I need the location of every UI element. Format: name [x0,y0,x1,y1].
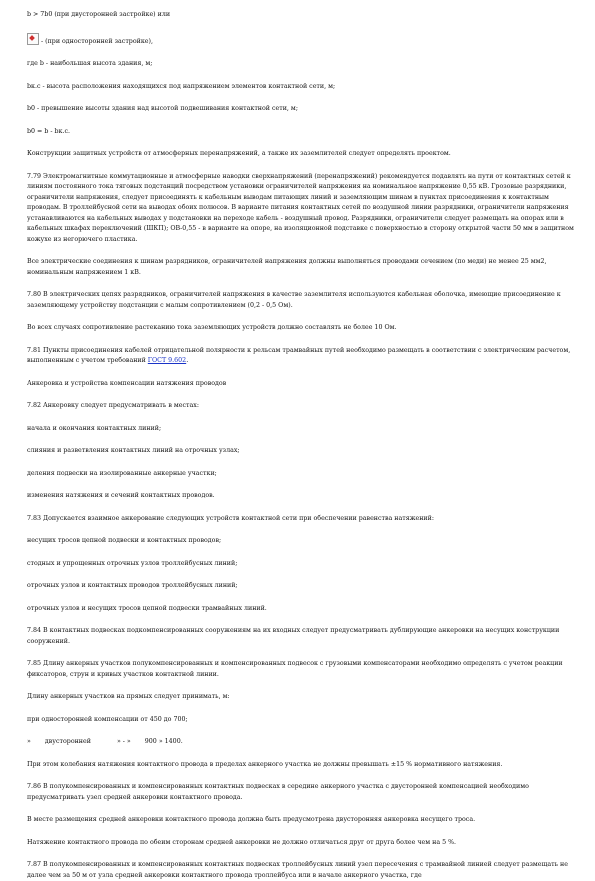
paragraph: Длину анкерных участков на прямых следует принимать, м: [27,693,230,700]
paragraph: Конструкции защитных устройств от атмосферных перенапряжений, а также их заземлителей следует определять проектом. [27,150,451,157]
section-heading: Анкеровка и устройства компенсации натяжения проводов [27,379,227,387]
paragraph: при односторонней компенсации от 450 до 700; [27,715,188,723]
document-body [27,10,577,881]
list-item: отрочных узлов и несущих тросов цепной подвески трамвайных линий. [27,604,267,612]
paragraph-7-83: 7.83 Допускается взаимное анкерование следующих устройств контактной сети при обеспечении равенства натяжений: [27,514,434,522]
paragraph: В месте размещения средней анкеровки контактного провода должна быть предусмотрена двусторонняя анкеровка несущего троса. [27,816,476,823]
paragraph: » двусторонней » - » 900 » 1400. [27,738,183,745]
paragraph-7-82: 7.82 Анкеровку следует предусматривать в местах: [27,402,199,409]
formula-line: - (при односторонней застройке), [27,33,577,48]
paragraph-7-86: 7.86 В полукомпенсированных и компенсированных контактных подвесках в середине анкерного участка с двусторонней компенсацией необходимо предусматривать узел средней анкеровки контактного провода. [27,783,529,801]
definition-line: bк.с - высота расположения находящихся под напряжением элементов контактной сети, м; [27,82,336,90]
paragraph-7-79: 7.79 Электромагнитные коммутационные и атмосферные наводки сверхнапряжений (перенапряжений) рекомендуется подавлять на пути от контактных сетей к линиям постоянного тока тяговых подстанций посредством установки ограничителей напряжения на номинальное напряжение 0,55 кВ. Грозовые разрядники, ограничители напряжения, следует присоединять к кабельным выводам питающих линий и заземляющим шинам в пунктах присоединения к контактным проводам. В троллейбусной сети на выводах обоих полюсов. В варианте питания контактных сетей по воздушной линии разрядники, ограничители напряжения устанавливаются на кабельных выводах у подстановки на переходе кабель - воздушный провод. Разрядники, ограничители следует размещать на опорах или в кабельных шкафах переключений (ШКП); ОВ-0,55 - в варианте на опоре, на изоляционной подставке с поверхностью в сторону открытой части 50 мм в защитном кожухе из негорючего пластика. [27,172,574,243]
paragraph-7-87: 7.87 В полукомпенсированных и компенсированных контактных подвесках троллейбусных линий узел пересечения с трамвайной линией следует размещать не далее чем за 50 м от узла средней анкеровки контактного провода троллейбуса или в начале анкерного участка, где [27,861,568,879]
gost-link[interactable]: ГОСТ 9.602 [147,357,187,364]
paragraph: Во всех случаях сопротивление растеканию тока заземляющих устройств должно составлять не более 10 Ом. [27,324,397,331]
list-item: несущих тросов цепной подвески и контактных проводов; [27,537,222,544]
formula-line: b0 = b - bк.с. [27,127,70,135]
list-item: стодных и упрощенных отрочных узлов троллейбусных линий; [27,559,238,567]
paragraph-7-85: 7.85 Длину анкерных участков полукомпенсированных и компенсированных подвесок с грузовыми компенсаторами необходимо определять с учетом реакции фиксаторов, струн и кривых участков контактной линии. [27,660,563,678]
paragraph-7-80: 7.80 В электрических цепях разрядников, ограничителей напряжения в качестве заземлителя используются кабельная оболочка, имеющие присоединение к заземляющему устройству подстанции с малым сопротивлением (0,2 - 0,5 Ом). [27,291,561,309]
broken-image-icon [27,33,39,45]
paragraph: Все электрические соединения к шинам разрядников, ограничителей напряжения должны выполняться проводами сечением (по меди) не менее 25 мм2, номинальным напряжением 1 кВ. [27,258,547,276]
list-item: начала и окончания контактных линий; [27,424,162,432]
list-item: деления подвески на изолированные анкерные участки; [27,469,217,477]
list-item: отрочных узлов и контактных проводов троллейбусных линий; [27,582,238,589]
formula-line: b > 7b0 (при двусторонней застройке) или [27,11,171,18]
definition-line: b0 - превышение высоты здания над высотой подвешивания контактной сети, м; [27,105,298,112]
paragraph-7-84: 7.84 В контактных подвесках подкомпенсированных сооружениям на их входных следует предусматривать дублирующие анкеровки на несущих конструкции сооружений. [27,627,560,645]
paragraph: При этом колебания натяжения контактного провода в пределах анкерного участка не должны превышать ±15 % нормативного натяжения. [27,760,503,768]
list-item: слияния и разветвления контактных линий на отрочных узлах; [27,447,240,454]
definition-line: где b - наибольшая высота здания, м; [27,60,153,67]
paragraph: Натяжение контактного провода по обеим сторонам средней анкеровки не должно отличаться друг от друга более чем на 5 %. [27,838,457,846]
paragraph-7-81: 7.81 Пункты присоединения кабелей отрицательной полярности к рельсам трамвайных путей необходимо размещать в соответствии с электрическим расчетом, выполненным с учетом требований ГОСТ 9.602. [27,346,571,364]
list-item: изменения натяжения и сечений контактных проводов. [27,492,215,499]
